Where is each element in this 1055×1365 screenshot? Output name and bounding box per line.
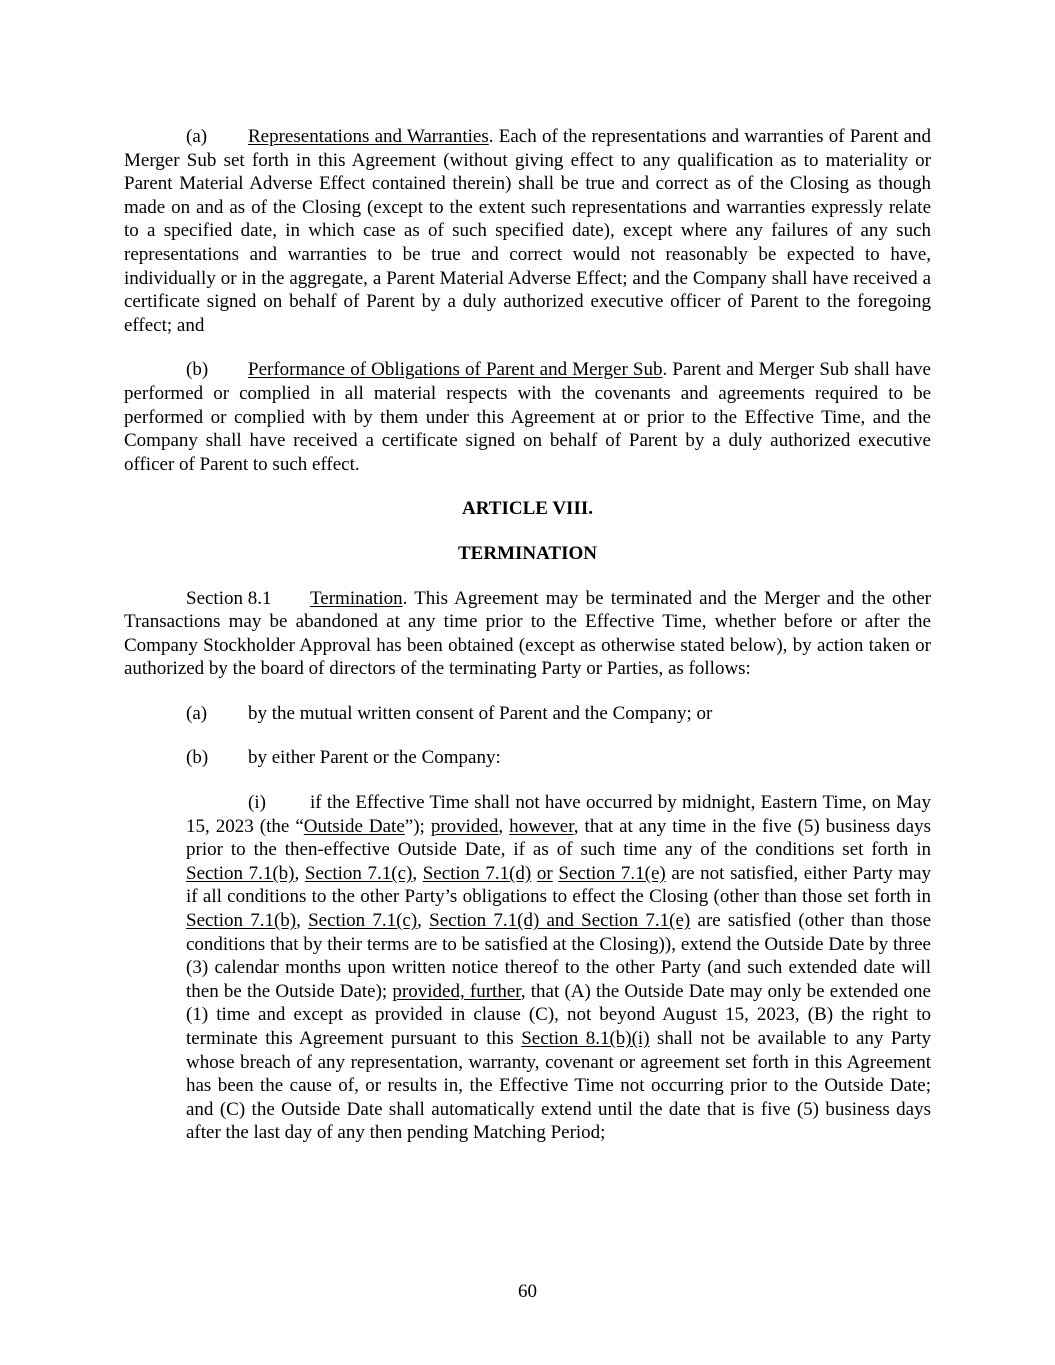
paragraph-a xyxy=(124,125,931,337)
section-reference: Section 7.1(c) xyxy=(304,862,413,884)
item-b-i-text-4: , that at any time in the five (5) business days prior to the then-effective Outside Date, if as of such time any of the conditions set forth in xyxy=(186,815,931,861)
article-number: ARTICLE VIII. xyxy=(462,498,593,520)
item-b-i-text-1: if the Effective Time shall not have occurred by midnight, Eastern Time, on May 15, 2023 (the “ xyxy=(186,792,931,837)
section-reference: Section 7.1(b) xyxy=(186,910,297,932)
item-b-i-text-6: , xyxy=(412,862,423,884)
item-b-i-text-9: are not satisfied, either Party may if all conditions to the other Party’s obligations to effect the Closing (other than those set forth in xyxy=(186,862,932,908)
paragraph-b xyxy=(124,358,931,476)
section-8-1-label: Section 8.1 xyxy=(186,587,272,609)
item-b-i-text-11: , xyxy=(417,910,430,932)
section-reference: Section 7.1(d) xyxy=(422,862,532,884)
item-b-i-label: (i) xyxy=(248,792,266,814)
section-8-1-text: . This Agreement may be terminated and the Merger and the other Transactions may be abandoned at any time prior to the Effective Time, whether before or after the Company Stockholder Approval has been obtained (except as otherwise stated below), by action taken or authorized by the board of directors of the terminating Party or Parties, as follows: xyxy=(124,587,931,680)
item-b-i xyxy=(124,791,931,1145)
defined-term-outside-date: Outside Date xyxy=(303,815,405,837)
provided-term: provided xyxy=(430,815,499,837)
item-a-label: (a) xyxy=(186,702,208,724)
item-b-i-text-3: , xyxy=(498,815,510,837)
page-number: 60 xyxy=(518,1281,537,1302)
or-term: or xyxy=(536,862,553,884)
item-a xyxy=(124,702,931,726)
item-b-text: by either Parent or the Company: xyxy=(248,747,501,769)
section-reference: Section 7.1(c) xyxy=(308,910,418,932)
paragraph-b-label: (b) xyxy=(186,359,209,381)
item-b-i-text-5: , xyxy=(294,862,305,884)
section-reference: Section 7.1(b) xyxy=(186,862,295,884)
section-reference: Section 7.1(e) xyxy=(558,862,666,884)
item-b-i-text-14: shall not be available to any Party whose breach of any representation, warranty, covenant or agreement set forth in this Agreement has been the cause of, or results in, the Effective Time not occurring prior to the Outside Date; and (C) the Outside Date shall automatically extend until the date that is five (5) business days after the last day of any then pending Matching Period; xyxy=(186,1028,931,1144)
article-title: TERMINATION xyxy=(458,542,597,564)
item-b-label: (b) xyxy=(186,747,209,769)
section-reference: Section 8.1(b)(i) xyxy=(521,1028,650,1049)
item-b-i-text-12: are satisfied (other than those conditions that by their terms are to be satisfied at the Closing)), extend the Outside Date by three (3) calendar months upon written notice thereof to the other Party (and such extended date will then be the Outside Date); xyxy=(186,910,932,1002)
item-b xyxy=(124,746,931,770)
item-b-i-text-2: ”); xyxy=(404,815,431,837)
item-a-text: by the mutual written consent of Parent and the Company; or xyxy=(248,702,713,724)
paragraph-b-text: . Parent and Merger Sub shall have performed or complied in all material respects with the covenants and agreements required to be performed or complied with by them under this Agreement at or prior to the Effective Time, and the Company shall have received a certificate signed on behalf of Parent by a duly authorized executive officer of Parent to such effect. xyxy=(124,359,931,475)
section-reference: Section 7.1(d) and Section 7.1(e) xyxy=(429,910,691,932)
paragraph-a-text: . Each of the representations and warranties of Parent and Merger Sub set forth in this Agreement (without giving effect to any qualification as to materiality or Parent Material Adverse Effect contained therein) shall be true and correct as of the Closing as though made on and as of the Closing (except to the extent such representations and warranties expressly relate to a specified date, in which case as of such specified date), except where any failures of any such representations and warranties to be true and correct would not reasonably be expected to have, individually or in the aggregate, a Parent Material Adverse Effect; and the Company shall have received a certificate signed on behalf of Parent by a duly authorized executive officer of Parent to the foregoing effect; and xyxy=(124,126,932,336)
paragraph-a-label: (a) xyxy=(186,126,208,147)
item-b-i-text-13: , that (A) the Outside Date may only be extended one (1) time and except as provided in clause (C), not beyond August 15, 2023, (B) the right to terminate this Agreement pursuant to this xyxy=(186,980,931,1049)
paragraph-a-title: Representations and Warranties xyxy=(248,126,489,147)
however-term: however xyxy=(509,815,574,837)
section-8-1-title: Termination xyxy=(310,587,403,609)
provided-further-term: provided, further xyxy=(392,980,521,1002)
section-8-1 xyxy=(124,587,931,681)
paragraph-b-title: Performance of Obligations of Parent and Merger Sub xyxy=(248,359,663,381)
item-b-i-text-10: , xyxy=(296,910,309,932)
document-page xyxy=(124,124,931,1145)
